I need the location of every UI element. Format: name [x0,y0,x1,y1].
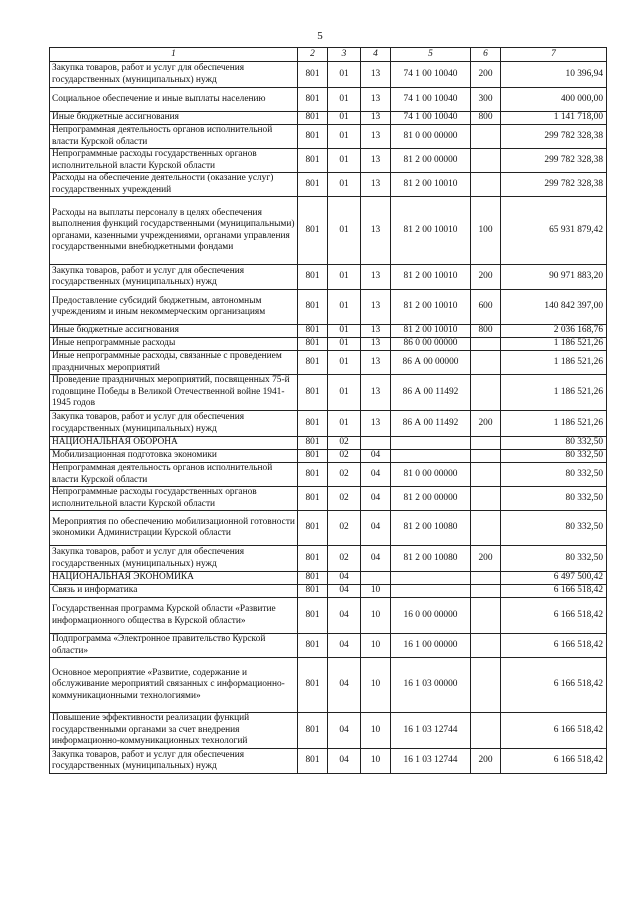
row-cell-c5: 81 2 00 10010 [391,290,471,325]
row-cell-c4: 13 [361,173,391,197]
row-cell-c6 [471,338,501,351]
row-cell-c4: 13 [361,325,391,338]
row-cell-c3: 01 [328,338,361,351]
row-cell-c4: 13 [361,290,391,325]
row-cell-c6 [471,713,501,749]
row-cell-c2: 801 [298,598,328,634]
row-cell-c2: 801 [298,585,328,598]
header-cell: 5 [391,48,471,62]
row-cell-c3: 04 [328,713,361,749]
row-cell-c3: 02 [328,546,361,572]
row-cell-c4 [361,572,391,585]
row-cell-c6 [471,658,501,713]
row-cell-c5: 81 2 00 10010 [391,265,471,290]
row-cell-c6: 800 [471,325,501,338]
row-cell-c7: 80 332,50 [501,450,607,463]
row-cell-c4: 04 [361,463,391,487]
row-cell-c5: 81 2 00 10010 [391,173,471,197]
row-name-cell: Государственная программа Курской области «Развитие информационного общества в Курской области» [50,598,298,634]
row-cell-c4: 13 [361,411,391,437]
row-cell-c5: 16 1 00 00000 [391,634,471,658]
row-cell-c2: 801 [298,338,328,351]
row-cell-c2: 801 [298,173,328,197]
row-cell-c5: 74 1 00 10040 [391,112,471,125]
row-cell-c2: 801 [298,463,328,487]
row-cell-c6 [471,598,501,634]
row-cell-c3: 04 [328,598,361,634]
row-cell-c3: 01 [328,173,361,197]
row-name-cell: Мероприятия по обеспечению мобилизационной готовности экономики Администрации Курской области [50,511,298,546]
table-row [50,437,607,450]
row-cell-c7: 90 971 883,20 [501,265,607,290]
row-cell-c2: 801 [298,511,328,546]
row-cell-c7: 6 166 518,42 [501,749,607,774]
row-cell-c3: 01 [328,375,361,411]
header-cell: 4 [361,48,391,62]
table-row [50,511,607,546]
row-cell-c4: 10 [361,713,391,749]
row-cell-c7: 6 166 518,42 [501,585,607,598]
row-cell-c2: 801 [298,713,328,749]
row-cell-c4: 10 [361,658,391,713]
table-row [50,265,607,290]
row-cell-c6: 100 [471,197,501,265]
row-name-cell: Иные бюджетные ассигнования [50,325,298,338]
row-cell-c6 [471,585,501,598]
row-cell-c6 [471,125,501,149]
row-name-cell: НАЦИОНАЛЬНАЯ ОБОРОНА [50,437,298,450]
row-cell-c3: 01 [328,290,361,325]
row-cell-c7: 299 782 328,38 [501,149,607,173]
row-cell-c3: 04 [328,749,361,774]
row-cell-c2: 801 [298,265,328,290]
row-cell-c6: 200 [471,411,501,437]
table-row [50,125,607,149]
row-cell-c4: 13 [361,351,391,375]
row-cell-c5: 86 А 00 11492 [391,411,471,437]
row-cell-c5: 86 А 00 11492 [391,375,471,411]
row-cell-c6 [471,511,501,546]
row-cell-c2: 801 [298,290,328,325]
row-cell-c6 [471,463,501,487]
row-cell-c7: 1 141 718,00 [501,112,607,125]
row-cell-c5: 81 2 00 10080 [391,546,471,572]
table-row [50,112,607,125]
row-cell-c5: 86 А 00 00000 [391,351,471,375]
row-cell-c2: 801 [298,149,328,173]
row-cell-c6 [471,450,501,463]
row-cell-c3: 01 [328,351,361,375]
row-name-cell: Непрограммные расходы государственных органов исполнительной власти Курской области [50,149,298,173]
table-row [50,62,607,88]
table-row [50,749,607,774]
header-cell: 1 [50,48,298,62]
row-cell-c7: 400 000,00 [501,88,607,112]
row-cell-c4: 13 [361,197,391,265]
table-row [50,463,607,487]
row-cell-c5 [391,572,471,585]
row-cell-c2: 801 [298,62,328,88]
row-cell-c2: 801 [298,375,328,411]
row-cell-c4: 13 [361,338,391,351]
row-cell-c2: 801 [298,437,328,450]
table-row [50,598,607,634]
row-cell-c2: 801 [298,125,328,149]
row-cell-c4: 13 [361,265,391,290]
row-name-cell: Расходы на обеспечение деятельности (оказание услуг) государственных учреждений [50,173,298,197]
row-cell-c5: 81 2 00 00000 [391,487,471,511]
row-name-cell: Повышение эффективности реализации функций государственными органами за счет внедрения информационно-коммуникационных технологий [50,713,298,749]
row-cell-c4 [361,437,391,450]
row-cell-c7: 299 782 328,38 [501,173,607,197]
row-cell-c4: 13 [361,149,391,173]
table-row [50,338,607,351]
row-cell-c5: 81 0 00 00000 [391,463,471,487]
row-cell-c7: 299 782 328,38 [501,125,607,149]
table-row [50,450,607,463]
row-cell-c3: 01 [328,62,361,88]
row-cell-c7: 140 842 397,00 [501,290,607,325]
table-row [50,88,607,112]
row-cell-c7: 1 186 521,26 [501,338,607,351]
table-row [50,173,607,197]
row-name-cell: Предоставление субсидий бюджетным, автономным учреждениям и иным некоммерческим организациям [50,290,298,325]
table-row [50,585,607,598]
row-cell-c6: 800 [471,112,501,125]
budget-table [49,47,607,774]
row-cell-c6: 200 [471,749,501,774]
table-row [50,351,607,375]
header-cell: 6 [471,48,501,62]
table-row [50,290,607,325]
row-cell-c4: 13 [361,62,391,88]
row-cell-c5: 86 0 00 00000 [391,338,471,351]
row-cell-c6 [471,173,501,197]
row-cell-c6 [471,634,501,658]
row-cell-c2: 801 [298,411,328,437]
row-cell-c4: 04 [361,487,391,511]
row-cell-c6: 600 [471,290,501,325]
row-cell-c3: 01 [328,125,361,149]
row-cell-c2: 801 [298,749,328,774]
row-cell-c6 [471,572,501,585]
row-cell-c3: 01 [328,411,361,437]
row-cell-c4: 04 [361,511,391,546]
row-cell-c4: 04 [361,546,391,572]
row-cell-c4: 13 [361,88,391,112]
row-cell-c7: 1 186 521,26 [501,375,607,411]
page-number: 5 [317,30,323,42]
row-cell-c4: 10 [361,634,391,658]
row-cell-c3: 01 [328,265,361,290]
row-cell-c6: 300 [471,88,501,112]
row-cell-c7: 80 332,50 [501,487,607,511]
row-cell-c2: 801 [298,658,328,713]
row-cell-c5 [391,585,471,598]
row-name-cell: Закупка товаров, работ и услуг для обеспечения государственных (муниципальных) нужд [50,62,298,88]
row-cell-c2: 801 [298,351,328,375]
row-cell-c7: 6 166 518,42 [501,658,607,713]
table-row [50,713,607,749]
row-cell-c3: 01 [328,88,361,112]
row-cell-c7: 6 166 518,42 [501,634,607,658]
row-cell-c3: 02 [328,437,361,450]
row-cell-c6: 200 [471,265,501,290]
header-cell: 7 [501,48,607,62]
row-cell-c2: 801 [298,325,328,338]
row-cell-c5: 16 0 00 00000 [391,598,471,634]
row-cell-c5 [391,450,471,463]
row-name-cell: Непрограммная деятельность органов исполнительной власти Курской области [50,463,298,487]
header-cell: 3 [328,48,361,62]
row-cell-c2: 801 [298,634,328,658]
row-cell-c5: 74 1 00 10040 [391,62,471,88]
row-name-cell: Закупка товаров, работ и услуг для обеспечения государственных (муниципальных) нужд [50,546,298,572]
table-row [50,411,607,437]
row-cell-c3: 02 [328,511,361,546]
table-row [50,325,607,338]
row-name-cell: Проведение праздничных мероприятий, посвященных 75-й годовщине Победы в Великой Отечественной войне 1941-1945 годов [50,375,298,411]
row-cell-c4: 10 [361,585,391,598]
row-cell-c7: 10 396,94 [501,62,607,88]
row-name-cell: Закупка товаров, работ и услуг для обеспечения государственных (муниципальных) нужд [50,749,298,774]
row-cell-c5: 81 0 00 00000 [391,125,471,149]
row-cell-c6 [471,437,501,450]
row-cell-c3: 01 [328,149,361,173]
row-name-cell: НАЦИОНАЛЬНАЯ ЭКОНОМИКА [50,572,298,585]
row-cell-c5: 74 1 00 10040 [391,88,471,112]
row-cell-c6: 200 [471,546,501,572]
row-cell-c4: 04 [361,450,391,463]
row-cell-c5: 81 2 00 00000 [391,149,471,173]
row-cell-c2: 801 [298,487,328,511]
row-name-cell: Основное мероприятие «Развитие, содержание и обслуживание мероприятий связанных с информационно-коммуникационными технологиями» [50,658,298,713]
row-cell-c6 [471,375,501,411]
row-cell-c3: 04 [328,572,361,585]
row-cell-c3: 01 [328,197,361,265]
row-cell-c7: 80 332,50 [501,511,607,546]
row-name-cell: Закупка товаров, работ и услуг для обеспечения государственных (муниципальных) нужд [50,411,298,437]
row-cell-c5 [391,437,471,450]
row-name-cell: Непрограммная деятельность органов исполнительной власти Курской области [50,125,298,149]
table-row [50,375,607,411]
row-cell-c7: 1 186 521,26 [501,411,607,437]
row-cell-c2: 801 [298,572,328,585]
row-cell-c7: 2 036 168,76 [501,325,607,338]
row-cell-c3: 02 [328,450,361,463]
row-name-cell: Социальное обеспечение и иные выплаты населению [50,88,298,112]
table-header-row [50,48,607,62]
row-cell-c3: 04 [328,585,361,598]
row-name-cell: Расходы на выплаты персоналу в целях обеспечения выполнения функций государственными (муниципальными) органами, казенными учреждениями, органами управления государственными внебюджетными фондами [50,197,298,265]
row-name-cell: Подпрограмма «Электронное правительство Курской области» [50,634,298,658]
row-cell-c2: 801 [298,197,328,265]
table-row [50,197,607,265]
row-cell-c3: 04 [328,658,361,713]
row-name-cell: Мобилизационная подготовка экономики [50,450,298,463]
row-name-cell: Иные бюджетные ассигнования [50,112,298,125]
row-name-cell: Связь и информатика [50,585,298,598]
row-cell-c2: 801 [298,450,328,463]
table-row [50,546,607,572]
row-cell-c7: 6 166 518,42 [501,713,607,749]
row-cell-c2: 801 [298,88,328,112]
row-cell-c3: 02 [328,463,361,487]
row-cell-c5: 81 2 00 10080 [391,511,471,546]
row-cell-c3: 02 [328,487,361,511]
row-cell-c5: 16 1 03 00000 [391,658,471,713]
row-cell-c7: 6 166 518,42 [501,598,607,634]
row-cell-c6 [471,487,501,511]
row-cell-c3: 04 [328,634,361,658]
row-cell-c4: 10 [361,749,391,774]
row-cell-c7: 80 332,50 [501,546,607,572]
row-cell-c6: 200 [471,62,501,88]
row-cell-c6 [471,351,501,375]
row-cell-c7: 6 497 500,42 [501,572,607,585]
table-row [50,634,607,658]
row-cell-c4: 13 [361,125,391,149]
row-cell-c7: 65 931 879,42 [501,197,607,265]
row-cell-c5: 81 2 00 10010 [391,197,471,265]
row-cell-c5: 81 2 00 10010 [391,325,471,338]
row-cell-c7: 1 186 521,26 [501,351,607,375]
row-name-cell: Иные непрограммные расходы, связанные с проведением праздничных мероприятий [50,351,298,375]
row-cell-c2: 801 [298,112,328,125]
row-cell-c7: 80 332,50 [501,437,607,450]
row-name-cell: Закупка товаров, работ и услуг для обеспечения государственных (муниципальных) нужд [50,265,298,290]
row-name-cell: Иные непрограммные расходы [50,338,298,351]
table-row [50,572,607,585]
row-name-cell: Непрограммные расходы государственных органов исполнительной власти Курской области [50,487,298,511]
table-row [50,149,607,173]
table-row [50,487,607,511]
row-cell-c7: 80 332,50 [501,463,607,487]
row-cell-c5: 16 1 03 12744 [391,713,471,749]
table-row [50,658,607,713]
row-cell-c3: 01 [328,112,361,125]
row-cell-c6 [471,149,501,173]
row-cell-c5: 16 1 03 12744 [391,749,471,774]
row-cell-c4: 13 [361,375,391,411]
header-cell: 2 [298,48,328,62]
row-cell-c4: 10 [361,598,391,634]
row-cell-c2: 801 [298,546,328,572]
row-cell-c3: 01 [328,325,361,338]
row-cell-c4: 13 [361,112,391,125]
